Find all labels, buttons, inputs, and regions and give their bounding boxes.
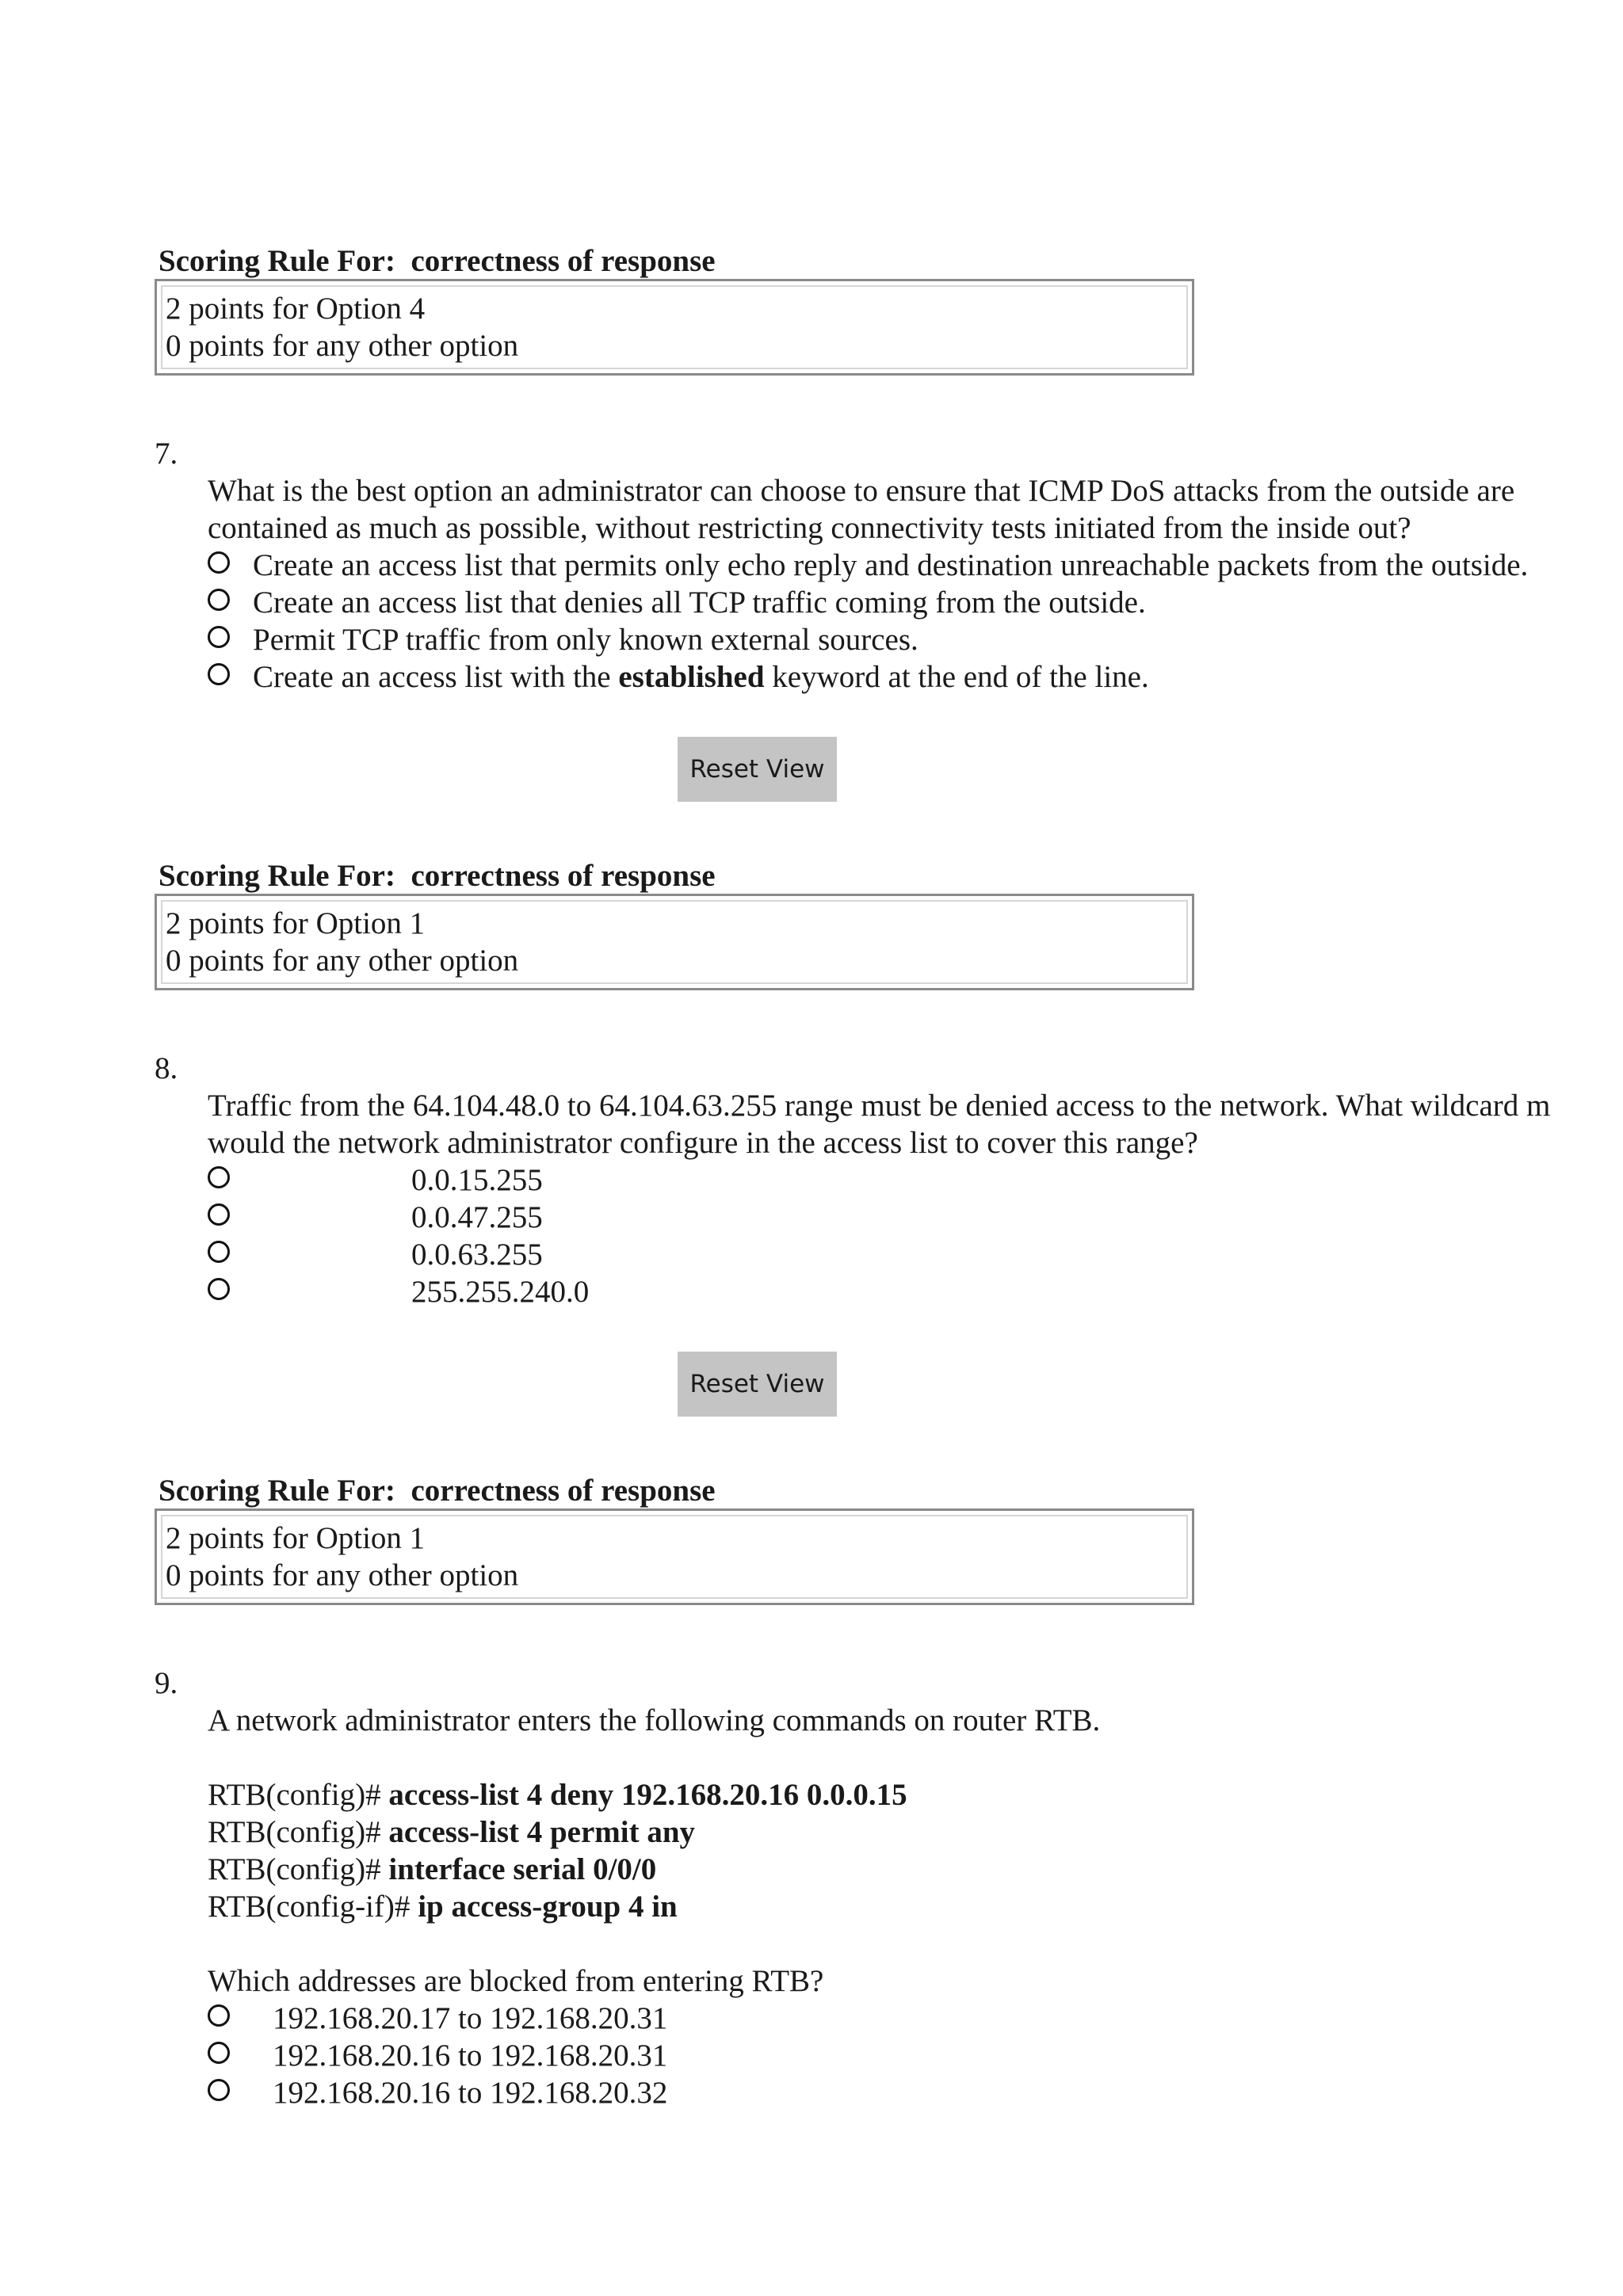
option-label: Create an access list that denies all TCP traffic coming from the outside. [253,585,1146,620]
scoring-rule-box [155,1508,1194,1605]
command-text: ip access-group 4 in [418,1890,678,1924]
question-text [208,472,1623,547]
command-prompt: RTB(config)# [208,1815,389,1849]
radio-button[interactable] [208,626,230,648]
command-prompt: RTB(config)# [208,1852,389,1886]
question-number: 8. [155,1051,178,1085]
question-text [208,1962,1623,2000]
question-text-line: A network administrator enters the following commands on router RTB. [208,1703,1101,1737]
scoring-rule-line: 2 points for Option 1 [166,906,426,940]
radio-button[interactable] [208,1203,230,1226]
command-line [208,1814,1623,1851]
command-block [208,1776,1623,1925]
option-label-text: Create an access list with the [253,660,619,694]
question-text-line: Which addresses are blocked from entering RTB? [208,1964,824,1998]
radio-button[interactable] [208,2042,230,2064]
command-prompt: RTB(config)# [208,1778,389,1812]
option-label: 0.0.63.255 [411,1238,543,1272]
scoring-rule-title: Scoring Rule For: correctness of response [158,244,716,278]
scoring-rule-line: 0 points for any other option [166,329,519,363]
command-line [208,1888,1623,1925]
scoring-rule-content [161,1515,1188,1599]
command-line [208,1851,1623,1888]
option-label: Permit TCP traffic from only known external sources. [253,623,918,657]
scoring-rule-line: 2 points for Option 4 [166,292,426,326]
option-label-text: keyword at the end of the line. [764,660,1149,694]
command-text: access-list 4 permit any [388,1815,696,1849]
option-label [253,658,1149,696]
question-text [208,1702,1623,1739]
command-prompt: RTB(config-if)# [208,1890,418,1924]
reset-view-button[interactable]: Reset View [678,737,837,802]
option-label: 192.168.20.16 to 192.168.20.31 [273,2039,668,2073]
radio-button[interactable] [208,1241,230,1263]
command-text: access-list 4 deny 192.168.20.16 0.0.0.15 [388,1778,907,1812]
keyword-established: established [618,660,765,694]
radio-button[interactable] [208,551,230,574]
option-label: 0.0.15.255 [411,1163,543,1197]
radio-button[interactable] [208,2079,230,2101]
scoring-rule-box [155,279,1194,376]
scoring-rule-line: 0 points for any other option [166,1558,519,1592]
scoring-rule-content [161,285,1188,369]
question-number: 9. [155,1666,178,1700]
question-text [208,1087,1623,1161]
scoring-rule-title: Scoring Rule For: correctness of response [158,1474,716,1508]
question-text-line: What is the best option an administrator can choose to ensure that ICMP DoS attacks from the outside are [208,474,1515,508]
scoring-rule-box [155,894,1194,990]
question-number: 7. [155,437,178,471]
command-line [208,1776,1623,1814]
scoring-rule-content [161,900,1188,984]
question-text-line: Traffic from the 64.104.48.0 to 64.104.63.255 range must be denied access to the network. What wildcard m [208,1089,1551,1123]
option-label: 192.168.20.16 to 192.168.20.32 [273,2076,668,2110]
scoring-rule-line: 2 points for Option 1 [166,1521,426,1555]
command-text: interface serial 0/0/0 [388,1852,657,1886]
scoring-rule-line: 0 points for any other option [166,944,519,978]
option-label: 192.168.20.17 to 192.168.20.31 [273,2001,668,2035]
reset-view-button[interactable]: Reset View [678,1352,837,1417]
option-label: 255.255.240.0 [411,1275,590,1309]
option-label: 0.0.47.255 [411,1200,543,1234]
option-label: Create an access list that permits only echo reply and destination unreachable packets from the outside. [253,548,1529,582]
question-text-line: would the network administrator configure in the access list to cover this range? [208,1126,1198,1160]
question-text-line: contained as much as possible, without restricting connectivity tests initiated from the inside out? [208,511,1411,545]
radio-button[interactable] [208,2004,230,2027]
scoring-rule-title: Scoring Rule For: correctness of response [158,859,716,893]
radio-button[interactable] [208,589,230,611]
radio-button[interactable] [208,1166,230,1188]
radio-button[interactable] [208,663,230,685]
radio-button[interactable] [208,1278,230,1300]
